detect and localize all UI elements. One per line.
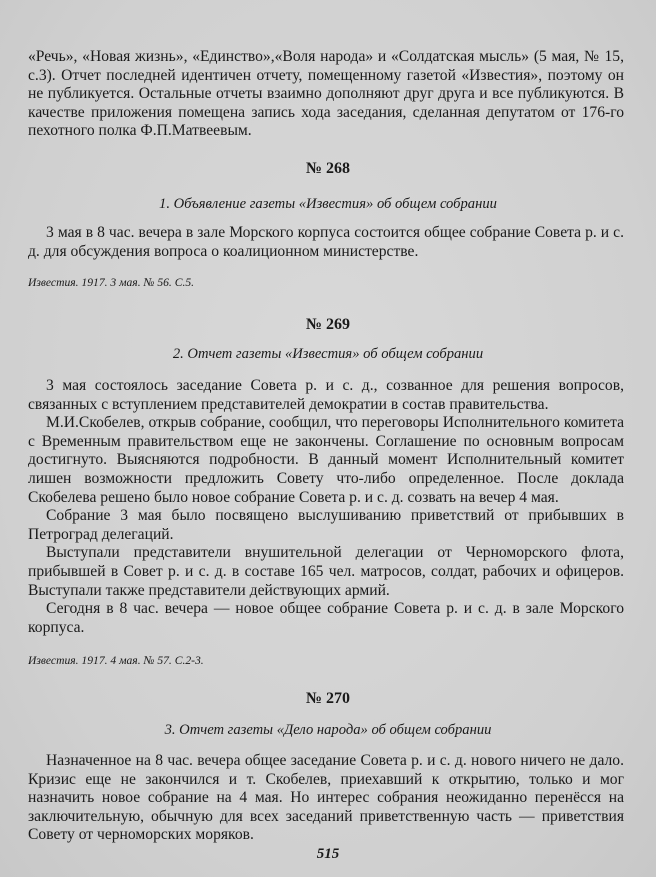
doc-270-body-block bbox=[28, 752, 624, 845]
doc-268-body: 3 мая в 8 час. вечера в зале Морского корпуса состоится общее собрание Совета р. и с. д. для обсуждения вопроса о коалиционном министерстве. bbox=[28, 224, 624, 260]
doc-269-paragraph-1: 3 мая состоялось заседание Совета р. и с. д., созванное для решения вопросов, связанных с вступлением представителей демократии в состав правительства. bbox=[28, 377, 624, 413]
doc-270-title: 3. Отчет газеты «Дело народа» об общем собрании bbox=[164, 722, 492, 738]
doc-269-paragraph-5: Сегодня в 8 час. вечера — новое общее собрание Совета р. и с. д. в зале Морского корпуса. bbox=[28, 600, 624, 636]
intro-paragraph: «Речь», «Новая жизнь», «Единство»,«Воля народа» и «Солдатская мысль» (5 мая, № 15, с.3). Отчет последней идентичен отчету, помещенному газетой «Известия», поэтому он не публикуется. Остальные отчеты взаимно дополняют друг друга и все публикуются. В качестве приложения помещена запись хода заседания, сделанная депутатом от 176-го пехотного полка Ф.П.Матвеевым. bbox=[28, 48, 624, 140]
doc-268-number: № 268 bbox=[305, 160, 351, 177]
doc-269-source: Известия. 1917. 4 мая. № 57. С.2-3. bbox=[28, 654, 204, 667]
doc-269-paragraph-4: Выступали представители внушительной делегации от Черноморского флота, прибывшей в Совет р. и с. д. в составе 165 чел. матросов, солдат, рабочих и офицеров. Выступали также представители действующих армий. bbox=[28, 544, 624, 599]
doc-268-title: 1. Объявление газеты «Известия» об общем собрании bbox=[159, 196, 497, 212]
page-number: 515 bbox=[316, 846, 340, 862]
doc-269-title: 2. Отчет газеты «Известия» об общем собрании bbox=[172, 346, 484, 362]
doc-269-number: № 269 bbox=[305, 316, 351, 333]
doc-268-source: Известия. 1917. 3 мая. № 56. С.5. bbox=[28, 276, 195, 289]
doc-270-body: Назначенное на 8 час. вечера общее заседание Совета р. и с. д. нового ничего не дало. Кризис еще не закончился и т. Скобелев, приехавший к открытию, только и мог назначить новое собрание на 4 мая. Но интерес собрания неожиданно перенёсся на заключительную, обычную для всех заседаний приветственную часть — приветствия Совету от черноморских моряков. bbox=[28, 752, 624, 844]
doc-269-body-block bbox=[28, 377, 624, 637]
doc-269-paragraph-3: Собрание 3 мая было посвящено выслушиванию приветствий от прибывших в Петроград делегаций. bbox=[28, 507, 624, 543]
doc-269-paragraph-2: М.И.Скобелев, открыв собрание, сообщил, что переговоры Исполнительного комитета с Временным правительством еще не закончены. Соглашение по основным вопросам достигнуто. Выясняются подробности. В данный момент Исполнительный комитет лишен возможности предложить Совету что-либо определенное. После доклада Скобелева решено было новое собрание Совета р. и с. д. созвать на вечер 4 мая. bbox=[28, 414, 624, 506]
doc-270-number: № 270 bbox=[305, 690, 351, 707]
doc-268-body-block bbox=[28, 224, 624, 261]
intro-block bbox=[28, 48, 624, 141]
